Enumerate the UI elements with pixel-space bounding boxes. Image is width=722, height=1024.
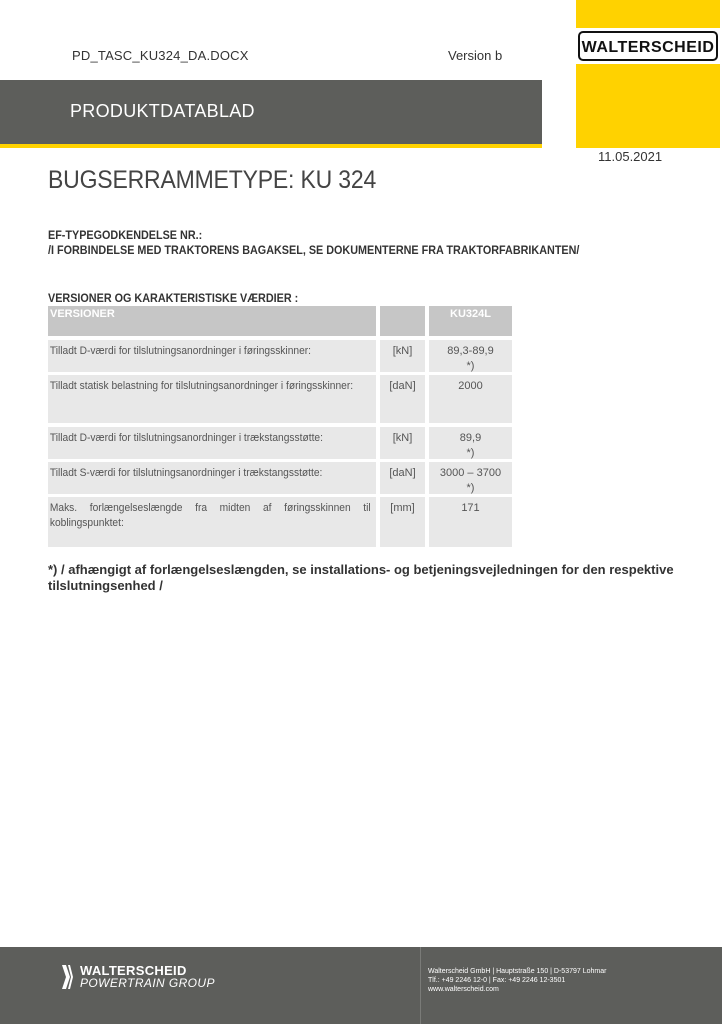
logo-text: WALTERSCHEID — [581, 39, 715, 56]
row-value: 171 — [461, 502, 480, 514]
row-note: *) — [466, 360, 475, 372]
row-value-cell — [429, 340, 512, 372]
row-label: Maks. forlængelseslængde fra midten af føringsskinnen til koblingspunktet: — [49, 502, 371, 529]
row-label: Tilladt S-værdi for tilslutningsanordninger i trækstangsstøtte: — [49, 467, 323, 479]
walterscheid-logo-icon — [578, 31, 718, 61]
row-note: *) — [466, 447, 475, 459]
brand-yellow-block — [576, 0, 720, 148]
row-unit: [kN] — [392, 345, 413, 357]
table-header-value: KU324L — [450, 308, 491, 320]
row-unit-cell — [380, 375, 425, 423]
footer-logo — [60, 964, 215, 990]
table-row — [48, 375, 376, 423]
table-row — [48, 497, 376, 547]
footer-subtitle: POWERTRAIN GROUP — [80, 976, 215, 990]
row-label: Tilladt D-værdi for tilslutningsanordninger i trækstangsstøtte: — [49, 432, 323, 444]
row-value: 89,3-89,9 — [447, 345, 494, 357]
section-title: VERSIONER OG KARAKTERISTISKE VÆRDIER : — [48, 291, 299, 305]
walterscheid-mark-icon — [60, 964, 74, 990]
footer-address-line: Walterscheid GmbH | Hauptstraße 150 | D-53797 Lohmar — [428, 968, 607, 975]
document-version: Version b — [448, 48, 503, 63]
row-value: 89,9 — [459, 432, 482, 444]
table-header-label-cell — [48, 306, 376, 336]
row-unit-cell — [380, 497, 425, 547]
row-label: Tilladt D-værdi for tilslutningsanordninger i føringsskinner: — [49, 345, 312, 357]
table-row — [48, 462, 376, 494]
row-unit: [daN] — [389, 380, 416, 392]
row-value: 3000 – 3700 — [439, 467, 502, 479]
row-value-cell — [429, 462, 512, 494]
footer-brand: WALTERSCHEID — [80, 963, 187, 978]
row-unit-cell — [380, 340, 425, 372]
footer-address — [428, 967, 606, 994]
row-unit: [mm] — [390, 502, 415, 514]
footer-website: www.walterscheid.com — [428, 986, 499, 993]
row-value-cell — [429, 375, 512, 423]
table-row — [48, 427, 376, 459]
row-unit: [daN] — [389, 467, 416, 479]
row-value-cell — [429, 497, 512, 547]
document-date: 11.05.2021 — [598, 149, 663, 164]
row-unit-cell — [380, 427, 425, 459]
row-value: 2000 — [458, 380, 483, 392]
table-header-unit-cell — [380, 306, 425, 336]
row-unit: [kN] — [392, 432, 413, 444]
row-label: Tilladt statisk belastning for tilslutningsanordninger i føringsskinner: — [49, 380, 354, 392]
table-row — [48, 340, 376, 372]
header-banner-accent — [0, 144, 542, 148]
approval-label: EF-TYPEGODKENDELSE NR.: — [48, 228, 203, 242]
table-header-unit — [380, 306, 425, 308]
approval-value: /I FORBINDELSE MED TRAKTORENS BAGAKSEL, SE DOKUMENTERNE FRA TRAKTORFABRIKANTEN/ — [48, 243, 580, 257]
table-header-label: VERSIONER — [50, 308, 115, 320]
walterscheid-logo — [576, 28, 720, 64]
page-title: BUGSERRAMMETYPE: KU 324 — [48, 166, 377, 194]
banner-title: PRODUKTDATABLAD — [70, 101, 255, 121]
row-note: *) — [466, 482, 475, 494]
footer-address-line: Tlf.: +49 2246 12-0 | Fax: +49 2246 12-3501 — [428, 977, 566, 984]
table-header-value-cell — [429, 306, 512, 336]
row-value-cell — [429, 427, 512, 459]
row-unit-cell — [380, 462, 425, 494]
footnote: *) / afhængigt af forlængelseslængden, se installations- og betjeningsvejledningen for den respektive tilslutningsenhed / — [48, 562, 674, 593]
document-id: PD_TASC_KU324_DA.DOCX — [72, 48, 249, 63]
footer-divider — [420, 947, 421, 1024]
